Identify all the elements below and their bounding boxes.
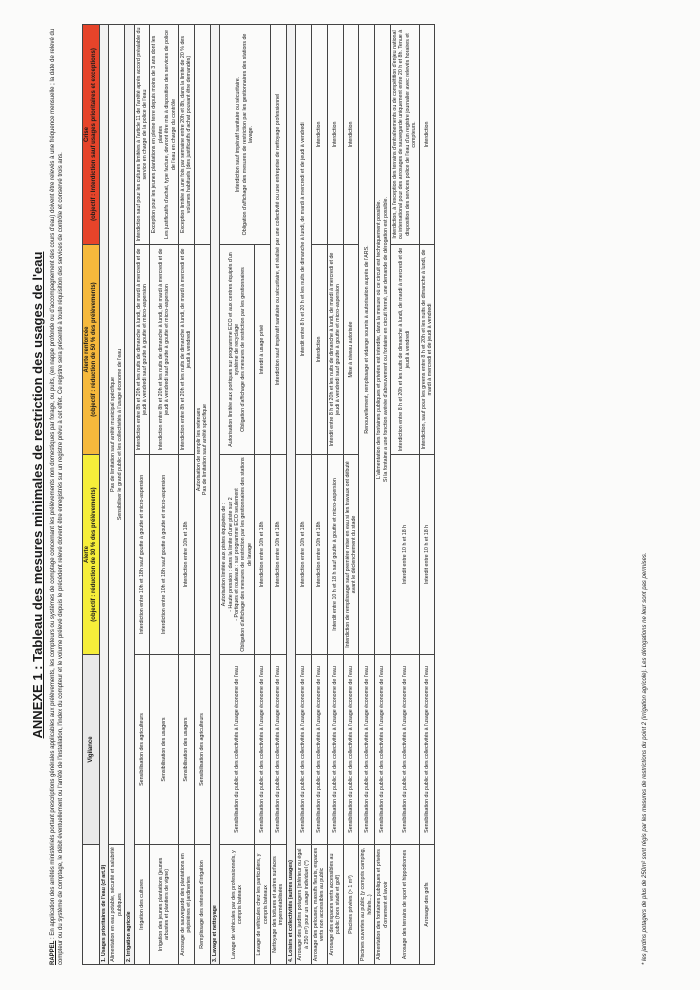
usage-cell: Lavage de véhicules chez les particuliers, y compris bateaux xyxy=(255,845,271,965)
usage-cell: Arrosage des pelouses, massifs fleuris, espaces verts non accessibles au public xyxy=(311,845,327,965)
usage-cell: Alimentation des fontaines publiques et privées d'ornement et lavoir xyxy=(375,845,391,965)
measure-cell: Interdiction entre 8 h et 20h et les nuits de dimanche à lundi, de mardi à mercredi et de jeudi à vendredi xyxy=(391,245,420,455)
measure-cell: Sensibilisation des usagers xyxy=(150,655,179,845)
measure-cell: Sensibilisation du public et des collectivités à l'usage économe de l'eau xyxy=(391,655,420,845)
usage-cell: Arrosage des terrains de sport et hippodromes xyxy=(391,845,420,965)
measure-cell: Sensibilisation du public et des collectivités à l'usage économe de l'eau xyxy=(255,655,271,845)
restriction-table xyxy=(82,24,435,965)
measure-cell: Renouvellement, remplissage et vidange soumis à autorisation auprès de l'ARS. xyxy=(359,25,375,655)
page-title: ANNEXE 1 : Tableau des mesures minimales de restriction des usages de l'eau xyxy=(30,251,45,739)
rappel-label: RAPPEL xyxy=(50,940,56,965)
measure-cell: Interdiction, sauf pour les greens entre 8 h et 20h et les nuits de dimanche à lundi, de mardi à mercredi et de jeudi à vendredi xyxy=(419,245,435,455)
measure-cell: Sensibilisation des agriculteurs xyxy=(134,655,150,845)
table-row xyxy=(311,25,327,965)
measure-cell: Autorisation limitée aux portiques sur programme ECO et aux centres équipés d'un système de recyclage Obligation d'affichage des mesures de restriction par les gestionnaires xyxy=(220,245,255,455)
measure-cell: Interdiction xyxy=(419,25,435,245)
measure-cell: Sensibilisation du public et des collectivités à l'usage économe de l'eau xyxy=(359,655,375,845)
measure-cell: Interdiction xyxy=(311,25,327,245)
measure-cell: Interdiction xyxy=(343,25,359,245)
rotated-sheet xyxy=(30,15,670,975)
measure-cell: Interdit entre 10 h et 18 h xyxy=(419,455,435,655)
rappel-text: : En application des arrêtés ministériels portant prescriptions générales applicables aux prélèvements, les compteurs ou systèmes de comptage concernant les prélèvements non domestiques par forage, ou puits, (en nappe profonde ou d'accompagnement des cours d'eau) doivent être relevés à une fréquence mensuelle ; la date de relevé du compteur ou du système de comptage, le débit éventuellement ou l'arrêté de l'installation, l'index du compteur et le volume prélevé depuis le précédent relevé doivent être enregistrés sur un registre prévu à cet effet. Ce registre sera présenté à toute réquisition des services de contrôle et conservé trois ans. xyxy=(50,28,64,965)
measure-cell: Interdiction entre 8h et 20h et les nuits de dimanche à lundi, de mardi à mercredi et de jeudi à vendredi xyxy=(179,245,195,455)
usage-cell: Piscines privées (> 1 m³) xyxy=(343,845,359,965)
table-row xyxy=(375,25,391,965)
usage-cell: Remplissage des retenues d'irrigation xyxy=(194,845,210,965)
measure-cell: Interdit à usage privé xyxy=(255,245,271,455)
measure-cell: Sensibilisation du public et des collectivités à l'usage économe de l'eau xyxy=(419,655,435,845)
section-row xyxy=(210,25,219,965)
table-row xyxy=(220,25,255,965)
measure-cell: Interdiction entre 10h et 18h xyxy=(296,455,312,655)
measure-cell: Interdiction xyxy=(327,25,343,245)
table-row xyxy=(327,25,343,965)
measure-cell: Exception limitée à une fois par semaine entre 20h et 8h, dans la limite de 20 % des volumes habituels (des justificatifs d'achat pouvant être demandés) xyxy=(179,25,195,245)
header-row xyxy=(83,25,100,965)
measure-cell: Interdit entre 8 h et 20 h et les nuits de dimanche à lundi, de mardi à mercredi et de jeudi à vendredi xyxy=(296,25,312,455)
table-row xyxy=(343,25,359,965)
measure-cell: Mise à niveau autorisée xyxy=(343,245,359,455)
header-vigilance: Vigilance xyxy=(83,655,100,845)
section-row xyxy=(100,25,109,965)
table-row xyxy=(134,25,150,965)
header-alerte-renforcee: Alerte renforcée (objectif : réduction de 50 % des prélèvements) xyxy=(83,245,100,455)
usage-cell: Irrigation des cultures xyxy=(134,845,150,965)
measure-cell: Interdiction entre 8h et 20h et les nuits de dimanche à lundi, de mardi à mercredi et de jeudi à vendredi sauf goutte à goutte et micro-aspersion xyxy=(150,245,179,455)
header-crise: Crise (objectif : Interdiction sauf usages prioritaires et exceptions) xyxy=(83,25,100,245)
measure-cell: Autorisation limitée aux pistes équipées de : - Haute pression : dans la limite d'une piste sur 2 - Portiques et rouleaux : sur programme ECO seulement Obligation d'affichage des mesures de restriction par les gestionnaires des stations de lavage xyxy=(220,455,255,655)
usage-cell: Piscines ouvertes au public (y compris camping, hôtels...) xyxy=(359,845,375,965)
table-row xyxy=(194,25,210,965)
measure-cell: Interdit entre 8 h et 20h et les nuits de dimanche à lundi, de mardi à mercredi et de jeudi à vendredi sauf goutte à goutte et micro-aspersion xyxy=(327,245,343,455)
measure-cell: Sensibilisation du public et des collectivités à l'usage économe de l'eau xyxy=(327,655,343,845)
measure-cell: Interdiction sauf impératif sanitaire ou sécuritaire. Obligation d'affichage des mesures de restriction par les gestionnaires des stations de lavage. xyxy=(220,25,271,245)
measure-cell: Sensibilisation du public et des collectivités à l'usage économe de l'eau xyxy=(296,655,312,845)
measure-cell: Interdiction entre 10h et 18h sauf goutte à goutte et micro-aspersion xyxy=(134,455,150,655)
section-row xyxy=(286,25,295,965)
section-row xyxy=(125,25,134,965)
measure-cell: Interdiction entre 10h et 18h xyxy=(311,455,327,655)
measure-cell: Pas de limitation sauf arrêté municipal spécifique Sensibiliser le grand public et les collectivités à l'usage économe de l'eau xyxy=(109,25,125,845)
header-alerte: Alerte (objectif : réduction de 30 % des prélèvements) xyxy=(83,455,100,655)
table-row xyxy=(359,25,375,965)
measure-cell: Interdiction sauf pour les cultures limitées à l'article 11 de l'arrêté après accord préalable du service en charge de la police de l'eau xyxy=(134,25,150,245)
section-title: 1. Usages prioritaires de l'eau (cf art.9) xyxy=(100,25,109,965)
usage-cell: Arrosage des espaces verts accessibles au public (hors stade et golf) xyxy=(327,845,343,965)
usage-cell: Lavage de véhicules par des professionnels, y compris bateaux xyxy=(220,845,255,965)
section-title: 3. Lavage et nettoyage xyxy=(210,25,219,965)
measure-text: Autorisation de remplir les retenues xyxy=(195,407,202,492)
measure-cell: Interdit entre 10 h et 18 h xyxy=(391,455,420,655)
section-title: 4. Loisirs et collectivités (autres usages) xyxy=(286,25,295,965)
measure-cell: Interdiction xyxy=(311,245,327,455)
table-row xyxy=(109,25,125,965)
usage-cell: Nettoyage des toitures et autres surfaces imperméabilisées xyxy=(270,845,286,965)
measure-cell: Interdiction, à l'exception des terrains d'entraînements ou de compétition d'enjeu national ou international pour des arrosages de sauvegarde uniquement entre 20 h et 8h. Tenue à disposition des services police de l'eau d'un registre journalier avec relevés horaires et compteurs. xyxy=(391,25,420,245)
usage-cell: Alimentation en eau potable, sécurité et salubrité publiques xyxy=(109,845,125,965)
usage-cell: Arrosage des jardins potagers (inférieur ou égal à 250 m²) pour un usage individuel (*) xyxy=(296,845,312,965)
rappel-paragraph xyxy=(50,25,65,965)
measure-cell: Exception pour les jeunes plantations en pleine terre depuis moins de 3 ans dont les plantes Les justificatifs d'achat, type facture, devront être mis à disposition des services de police de l'eau en charge du contrôle xyxy=(150,25,179,245)
measure-cell xyxy=(194,245,210,655)
measure-cell: Sensibilisation des agriculteurs xyxy=(194,655,210,845)
measure-text: Pas de limitation sauf arrêté spécifique xyxy=(202,404,209,495)
usage-cell: Irrigation des jeunes plantations (jeunes arbustes et plantiers de vigne) xyxy=(150,845,179,965)
footnote: * les jardins potagers de plus de 250m² sont régis par les mesures de restrictions du point 2 (irrigation agricole). Les dérogations ne leur sont pas permises. xyxy=(642,552,648,965)
usage-cell: Arrosage de sauvegarde des plantations en pépinières et jardineries xyxy=(179,845,195,965)
measure-cell: L'alimentation des fontaines publiques et privées est interdite, dans la mesure où ce circuit est techniquement possible. Si la fontaine a une fonction avérée d'abreuvement ou fontaine en circuit fermé, une demande de dérogation est possible. xyxy=(375,25,391,655)
measure-cell: Interdiction entre 10h et 18h xyxy=(179,455,195,655)
measure-cell: Sensibilisation du public et des collectivités à l'usage économe de l'eau xyxy=(375,655,391,845)
measure-cell: Sensibilisation des usagers xyxy=(179,655,195,845)
table-row xyxy=(270,25,286,965)
measure-cell: Sensibilisation du public et des collectivités à l'usage économe de l'eau xyxy=(270,655,286,845)
measure-cell: Sensibilisation du public et des collectivités à l'usage économe de l'eau xyxy=(220,655,255,845)
table-row xyxy=(179,25,195,965)
measure-cell xyxy=(194,25,210,245)
measure-cell: Interdiction entre 10h et 18h sauf goutte à goutte et micro-aspersion xyxy=(150,455,179,655)
section-title: 2. Irrigation agricole xyxy=(125,25,134,965)
measure-cell: Interdiction entre 10h et 18h xyxy=(270,455,286,655)
measure-cell: Interdiction sauf impératif sanitaire ou sécuritaire, et réalisé par une collectivité ou une entreprise de nettoyage professionnel xyxy=(270,25,286,455)
measure-cell: Interdiction entre 8h et 20h et les nuits de dimanche à lundi, de mardi à mercredi et de jeudi à vendredi sauf goutte à goutte et micro-aspersion xyxy=(134,245,150,455)
measure-cell: Sensibilisation du public et des collectivités à l'usage économe de l'eau xyxy=(343,655,359,845)
measure-cell: Interdit entre 10 h et 18 h sauf goutte à goutte et micro-aspersion xyxy=(327,455,343,655)
header-usage xyxy=(83,845,100,965)
measure-cell: Interdiction de remplissage sauf première mise en eau si les travaux ont débuté avant le déclenchement du stade xyxy=(343,455,359,655)
table-row xyxy=(296,25,312,965)
usage-cell: Arrosage des golfs xyxy=(419,845,435,965)
measure-cell: Sensibilisation du public et des collectivités à l'usage économe de l'eau xyxy=(311,655,327,845)
table-row xyxy=(150,25,179,965)
table-row xyxy=(419,25,435,965)
measure-cell: Interdiction entre 10h et 18h xyxy=(255,455,271,655)
table-row xyxy=(391,25,420,965)
